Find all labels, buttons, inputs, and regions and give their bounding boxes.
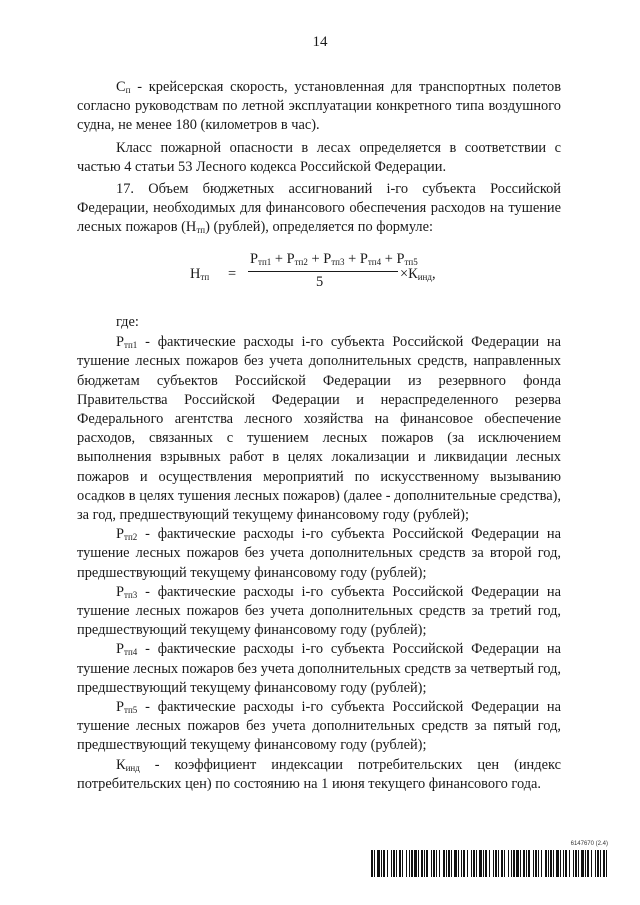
formula-denominator: 5 [316,274,324,290]
definition-rtp3: $Р_{тп3}$ - фактические расходы i-го субъекта Российской Федерации на тушение лесных пожаров без учета дополнительных средств за третий год, предшествующий текущему финансовому году (рублей); [77,583,561,639]
definition-kind: $К_{инд}$ - коэффициент индексации потребительских цен (индекс потребительских цен) по состоянию на 1 июня текущего финансового года. [77,756,561,792]
text-block-top [77,78,561,238]
paragraph-fire-class: Класс пожарной опасности в лесах определяется в соответствии с частью 4 статьи 53 Лесного кодекса Российской Федерации. [77,139,561,175]
barcode-icon [371,850,609,877]
page-number: 14 [312,34,328,50]
definition-rtp5: $Р_{тп5}$ - фактические расходы i-го субъекта Российской Федерации на тушение лесных пожаров без учета дополнительных средств за пятый год, предшествующий текущему финансовому году (рублей); [77,699,561,754]
document-stamp: 6147670 (2.4) [570,841,608,847]
formula-multiplier: $\times К_{инд}$, [400,266,436,282]
where-label: где: [116,314,139,330]
definition-rtp4: $Р_{тп4}$ - фактические расходы i-го субъекта Российской Федерации на тушение лесных пожаров без учета дополнительных средств за четвертый год, предшествующий текущему финансовому году (рублей); [77,641,561,696]
formula-lhs: $Н_{тп}$ [190,266,210,282]
fraction-bar [248,271,398,272]
formula [190,251,520,297]
paragraph-cruise-speed: $С_п$ - крейсерская скорость, установленная для транспортных полетов согласно руководствам по летной эксплуатации конкретного типа воздушного судна, не менее 180 (километров в час). [77,79,561,134]
formula-equals: = [228,266,237,282]
paragraph-17: 17. Объем бюджетных ассигнований i-го субъекта Российской Федерации, необходимых для финансового обеспечения расходов на тушение лесных пожаров $(Н_{тп})$ (рублей), определяется по формуле: [77,181,561,236]
definition-rtp2: $Р_{тп2}$ - фактические расходы i-го субъекта Российской Федерации на тушение лесных пожаров без учета дополнительных средств за второй год, предшествующий текущему финансовому году (рублей); [77,526,561,581]
formula-numerator: $Р_{тп1} + Р_{тп2} + Р_{тп3} + Р_{тп4} + Р_{тп5}$ [250,251,418,267]
barcode-stripe [606,850,607,877]
text-block-definitions [77,313,561,794]
definition-rtp1: $Р_{тп1}$ - фактические расходы i-го субъекта Российской Федерации на тушение лесных пожаров без учета дополнительных средств, направленных бюджетам субъектов Российской Федерации из резервного фонда Правительства Российской Федерации и нераспределенного резерва Федерального агентства лесного хозяйства на финансовое обеспечение расходов, связанных с тушением лесных пожаров (за исключением выполнения взрывных работ в целях локализации и ликвидации лесных пожаров и осуществления мероприятий по искусственному вызыванию осадков в целях тушения лесных пожаров) (далее - дополнительные средства), за год, предшествующий текущему финансовому году (рублей); [77,334,561,524]
